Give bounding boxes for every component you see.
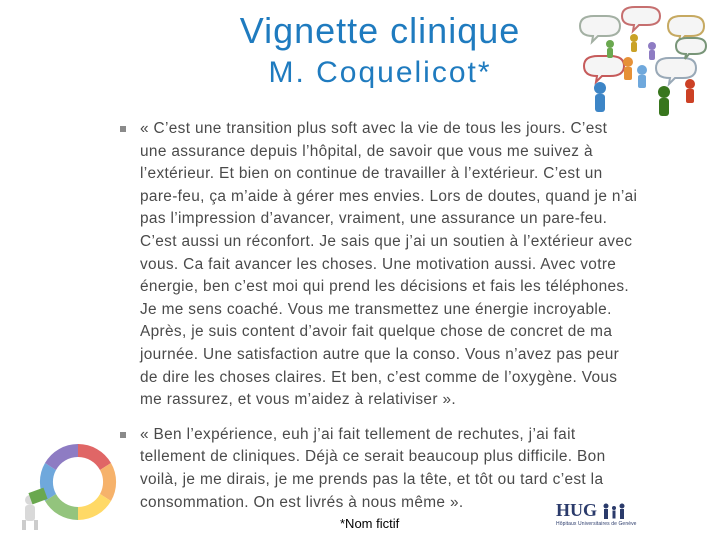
hug-logo [556,500,676,530]
logo-tagline: Hôpitaux Universitaires de Genève [556,521,637,527]
puzzle-ring-illustration [8,430,128,535]
bullet-marker-icon [120,126,126,132]
bullet-text: « Ben l’expérience, euh j’ai fait tellement de rechutes, j’ai fait tellement de cliniques. Déjà ce serait beaucoup plus difficile. Bon voilà, je me dirais, je me prends pas la tête, et tôt ou tard c’est la consommation. On est livrés à nous même ». [140,425,606,511]
speech-bubbles-people-illustration [572,4,712,124]
slide-title: Vignette clinique [239,10,521,51]
slide-content [118,118,638,526]
slide-subtitle: M. Coquelicot* [268,56,492,89]
bullet-item [118,118,638,412]
bullet-text: « C’est une transition plus soft avec la vie de tous les jours. C’est une assurance depuis l’hôpital, de savoir que vous me suivez à l’extérieur. Et bien on continue de travailler à l’extérieur. C’est un pare-feu, ça m’aide à gérer mes envies. Lors de doutes, quand je n’ai pas l’impression d’avancer, vraiment, une assurance un pare-feu. C’est aussi un réconfort. Je sais que j’ai un soutien à l’extérieur avec vous. Ca fait avancer les choses. Une motivation aussi. Avec votre énergie, ben c’est moi qui prend les décisions et fais les téléphones. Je me sens coaché. Vous me transmettez une énergie incroyable. Après, je suis content d’avoir fait quelque chose de concret de ma journée. Une satisfaction autre que la conso. Vous n’avez pas peur de dire les choses claires. Et ben, c’est comme de l’oxygène. Vous me rassurez, et vous m’aidez à relativiser ». [140,120,638,409]
family-icon [601,502,627,520]
footnote: *Nom fictif [340,516,400,531]
logo-name: HUG [556,500,598,520]
